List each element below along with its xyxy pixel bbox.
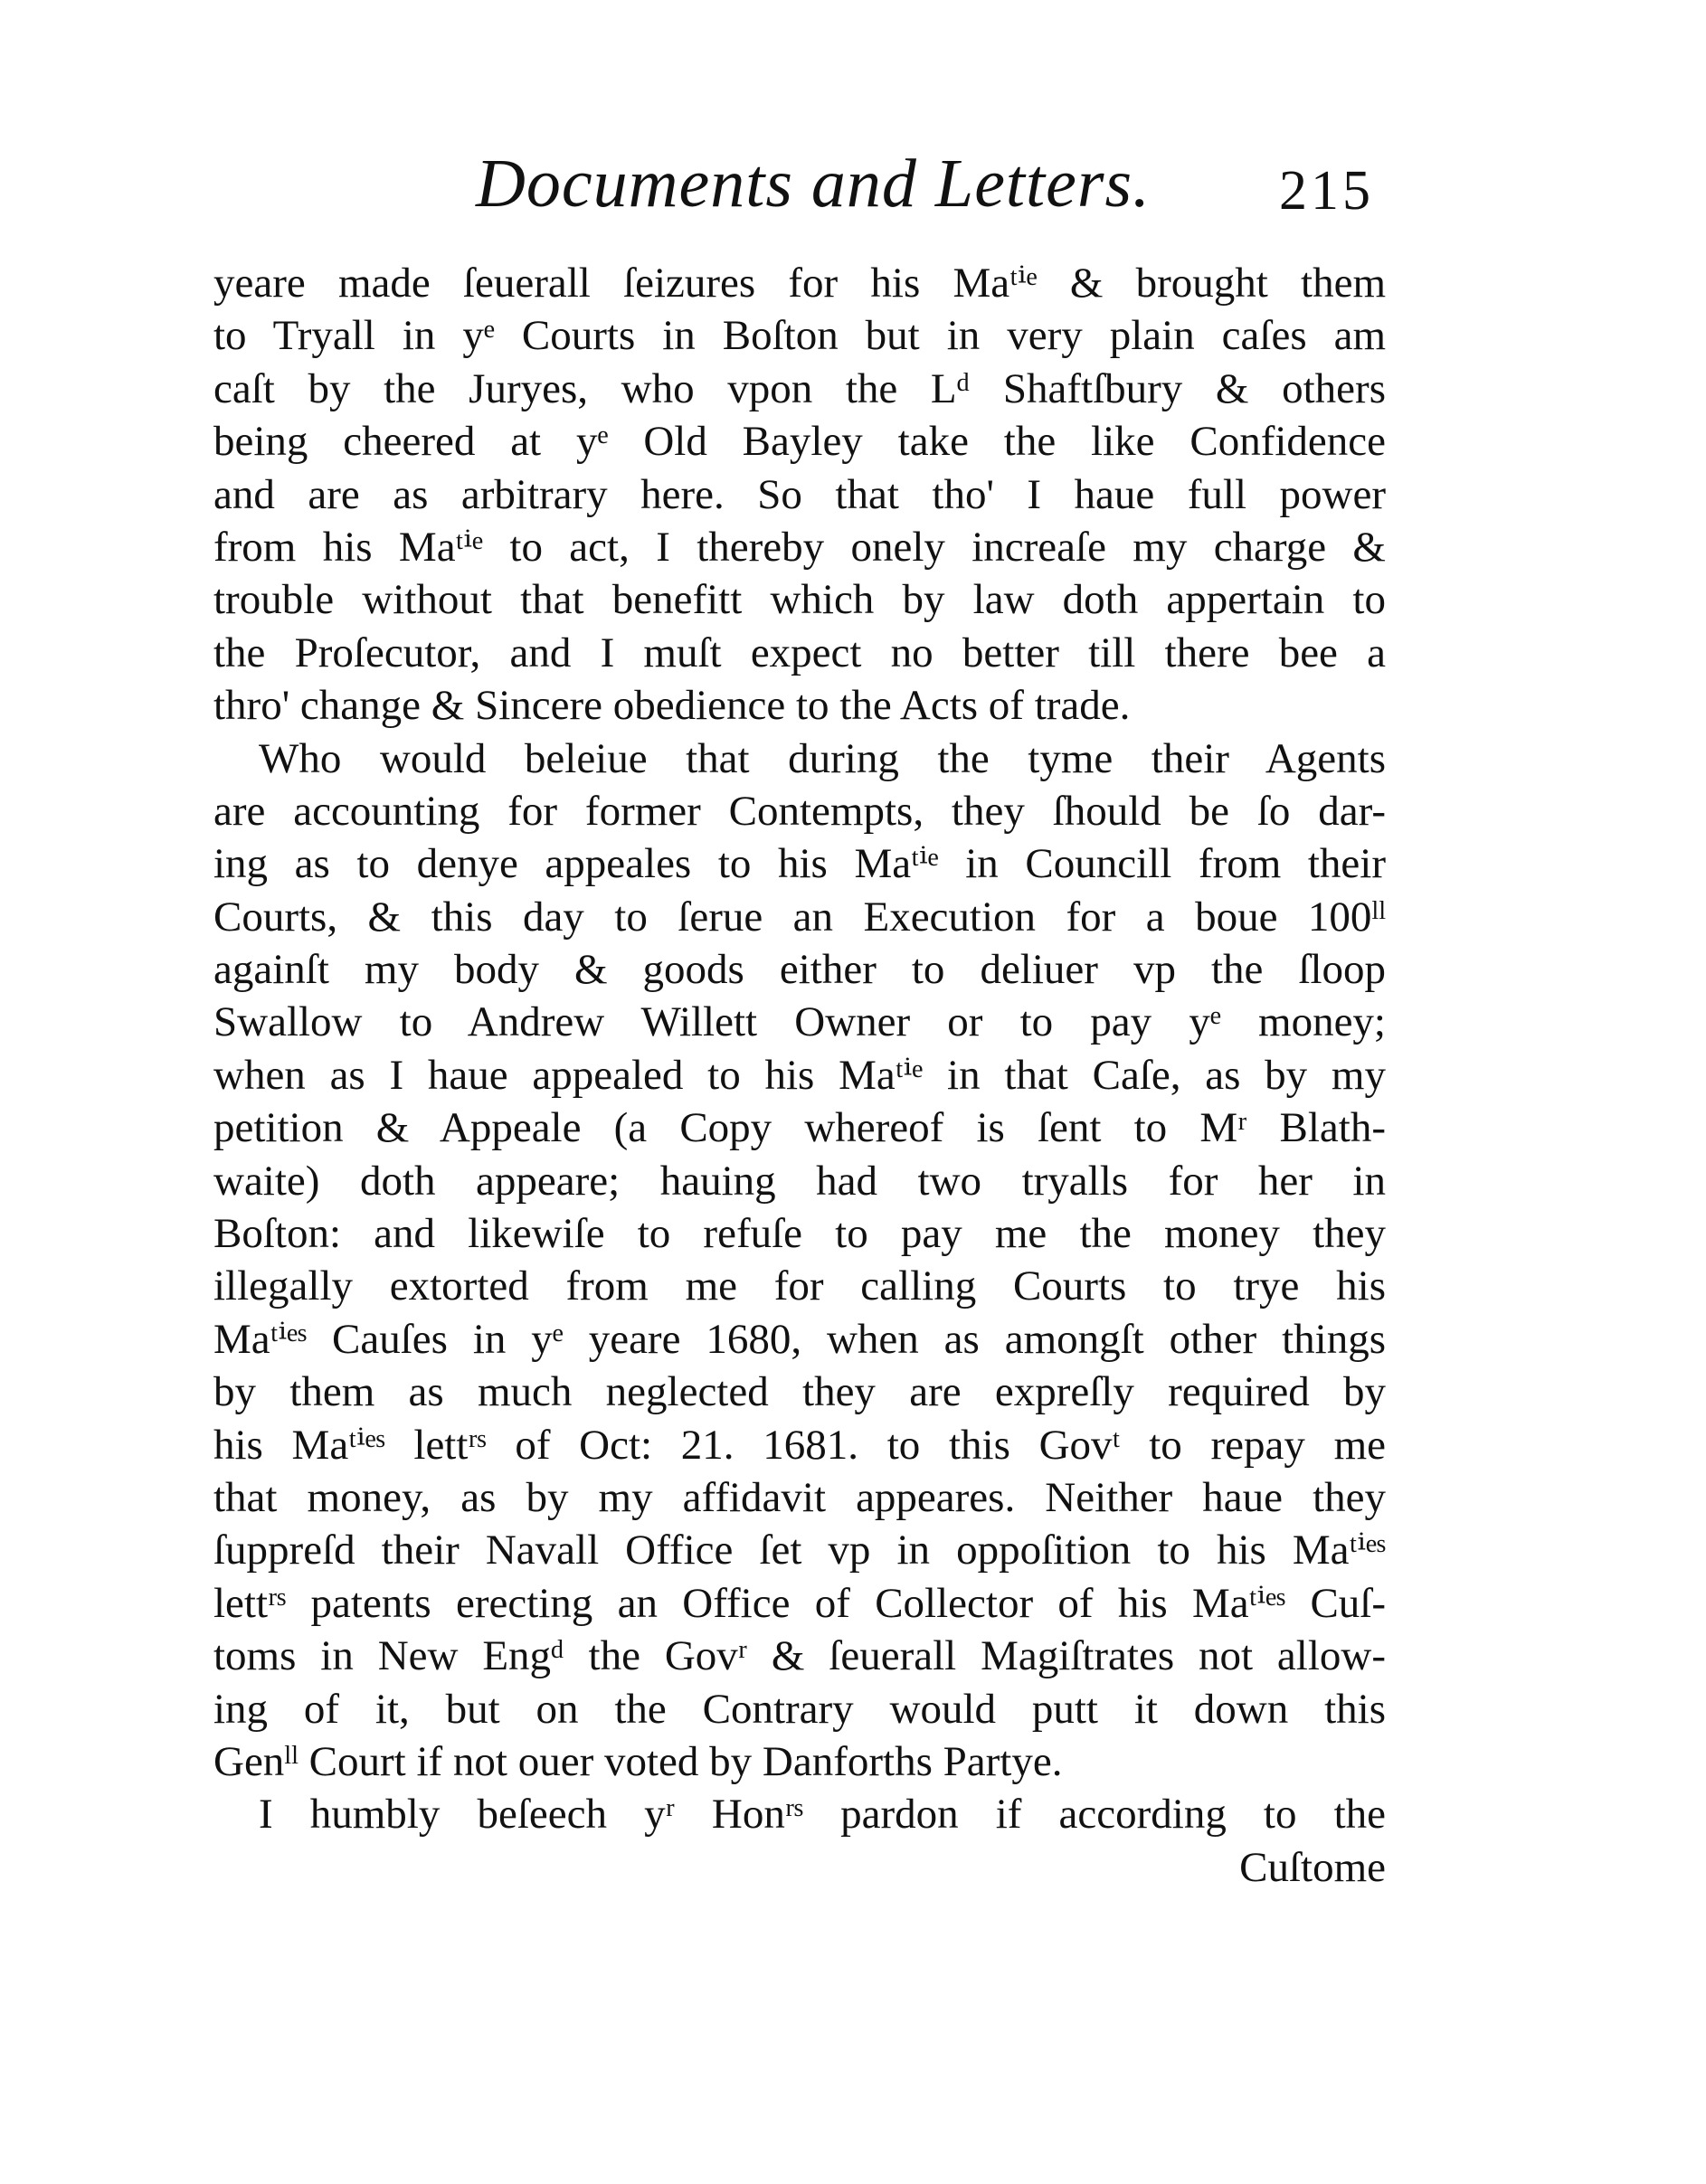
text-line: ing as to denye appeales to his Maᵗⁱᵉ in Councill from their — [213, 840, 1386, 888]
text-line: Genˡˡ Court if not ouer voted by Danforths Partye. — [213, 1737, 1063, 1785]
text-line: by them as much neglected they are expreſly required by — [213, 1368, 1386, 1416]
text-line: being cheered at yᵉ Old Bayley take the like Confidence — [213, 418, 1386, 466]
text-line: Courts, & this day to ſerue an Execution for a boue 100ˡˡ — [213, 893, 1386, 941]
text-line: trouble without that benefitt which by law doth appertain to — [213, 576, 1386, 624]
text-line: toms in New Engᵈ the Govʳ & ſeuerall Magiſtrates not allow- — [213, 1632, 1386, 1680]
body-text — [213, 257, 1386, 1894]
page-number: 215 — [1279, 160, 1374, 222]
text-line: and are as arbitrary here. So that tho' I haue full power — [213, 470, 1386, 518]
text-line: Who would beleiue that during the tyme their Agents — [259, 734, 1386, 782]
text-line: from his Maᵗⁱᵉ to act, I thereby onely increaſe my charge & — [213, 523, 1386, 571]
text-line: Boſton: and likewiſe to refuſe to pay me the money they — [213, 1210, 1386, 1258]
text-line: I humbly beſeech yʳ Honʳˢ pardon if according to the — [259, 1791, 1386, 1839]
text-line: lettʳˢ patents erecting an Office of Collector of his Maᵗⁱᵉˢ Cuſ- — [213, 1579, 1386, 1627]
text-line: Maᵗⁱᵉˢ Cauſes in yᵉ yeare 1680, when as amongſt other things — [213, 1315, 1386, 1363]
catchword: Cuſtome — [1239, 1843, 1386, 1891]
text-line: ſuppreſd their Navall Office ſet vp in oppoſition to his Maᵗⁱᵉˢ — [213, 1527, 1386, 1574]
text-line: the Proſecutor, and I muſt expect no better till there bee a — [213, 629, 1386, 676]
text-line: yeare made ſeuerall ſeizures for his Maᵗⁱᵉ & brought them — [213, 260, 1386, 307]
text-line: againſt my body & goods either to deliuer vp the ſloop — [213, 946, 1386, 994]
text-line: are accounting for former Contempts, they ſhould be ſo dar- — [213, 787, 1386, 835]
text-line: thro' change & Sincere obedience to the Acts of trade. — [213, 682, 1131, 730]
text-line: that money, as by my affidavit appeares. Neither haue they — [213, 1473, 1386, 1521]
text-line: petition & Appeale (a Copy whereof is ſent to Mʳ Blath- — [213, 1104, 1386, 1152]
text-line: ing of it, but on the Contrary would putt it down this — [213, 1685, 1386, 1733]
text-line: to Tryall in yᵉ Courts in Boſton but in very plain caſes am — [213, 312, 1386, 360]
text-line: Swallow to Andrew Willett Owner or to pay yᵉ money; — [213, 998, 1386, 1046]
text-line: his Maᵗⁱᵉˢ lettʳˢ of Oct: 21. 1681. to this Govᵗ to repay me — [213, 1421, 1386, 1469]
text-line: when as I haue appealed to his Maᵗⁱᵉ in that Caſe, as by my — [213, 1051, 1386, 1099]
text-line: illegally extorted from me for calling Courts to trye his — [213, 1262, 1386, 1310]
running-title: Documents and Letters. — [476, 146, 1152, 222]
text-line: waite) doth appeare; hauing had two tryalls for her in — [213, 1157, 1386, 1205]
text-line: caſt by the Juryes, who vpon the Lᵈ Shaftſbury & others — [213, 364, 1386, 412]
running-head — [213, 134, 1389, 233]
